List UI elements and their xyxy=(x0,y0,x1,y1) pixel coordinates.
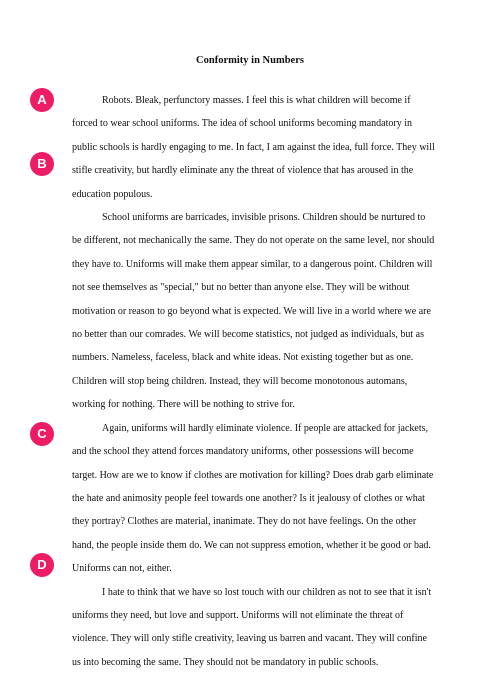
paragraph-4: I hate to think that we have so lost touch with our children as not to see that it isn't uniforms they need, but love and support. Uniforms will not eliminate the threat of violence. They will only stifle creativity, leaving us barren and vacant. They will confine us into becoming the same. They should not be mandatory in public schools. xyxy=(72,586,432,668)
paragraph-2: School uniforms are barricades, invisible prisons. Children should be nurtured to be different, not mechanically the same. They do not operate on the same level, nor should they have to. Uniforms will make them appear similar, to a dangerous point. Children will not see themselves as "special," but no better than anyone else. They will be without motivation or reason to go beyond what is expected. We will live in a world where we are no better than our comrades. We will become statistics, not judged as individuals, but as numbers. Nameless, faceless, black and white ideas. Not existing together but as one. Children will stop being children. Instead, they will become monotonous automans, working for nothing. There will be nothing to strive for. xyxy=(72,212,435,411)
annotation-marker-a: A xyxy=(30,88,54,112)
paragraph-1: Robots. Bleak, perfunctory masses. I feel this is what children will become if forced to wear school uniforms. The idea of school uniforms becoming mandatory in public schools is hardly engaging to me. In fact, I am against the idea, full force. They will stifle creativity, but hardly eliminate any the threat of violence that has aroused in the education populous. xyxy=(72,95,435,200)
essay-body xyxy=(72,89,436,674)
paragraph-3: Again, uniforms will hardly eliminate violence. If people are attacked for jackets, and the school they attend forces mandatory uniforms, other possessions will become target. How are we to know if clothes are motivation for killing? Does drab garb eliminate the hate and animosity people feel towards one another? Is it jealousy of clothes or what they portray? Clothes are material, inanimate. They do not have feelings. On the other hand, the people inside them do. We can not suppress emotion, whether it be good or bad. Uniforms can not, either. xyxy=(72,422,434,575)
annotation-marker-d: D xyxy=(30,553,54,577)
annotation-marker-b: B xyxy=(30,152,54,176)
page-title: Conformity in Numbers xyxy=(196,55,304,66)
annotation-marker-c: C xyxy=(30,422,54,446)
